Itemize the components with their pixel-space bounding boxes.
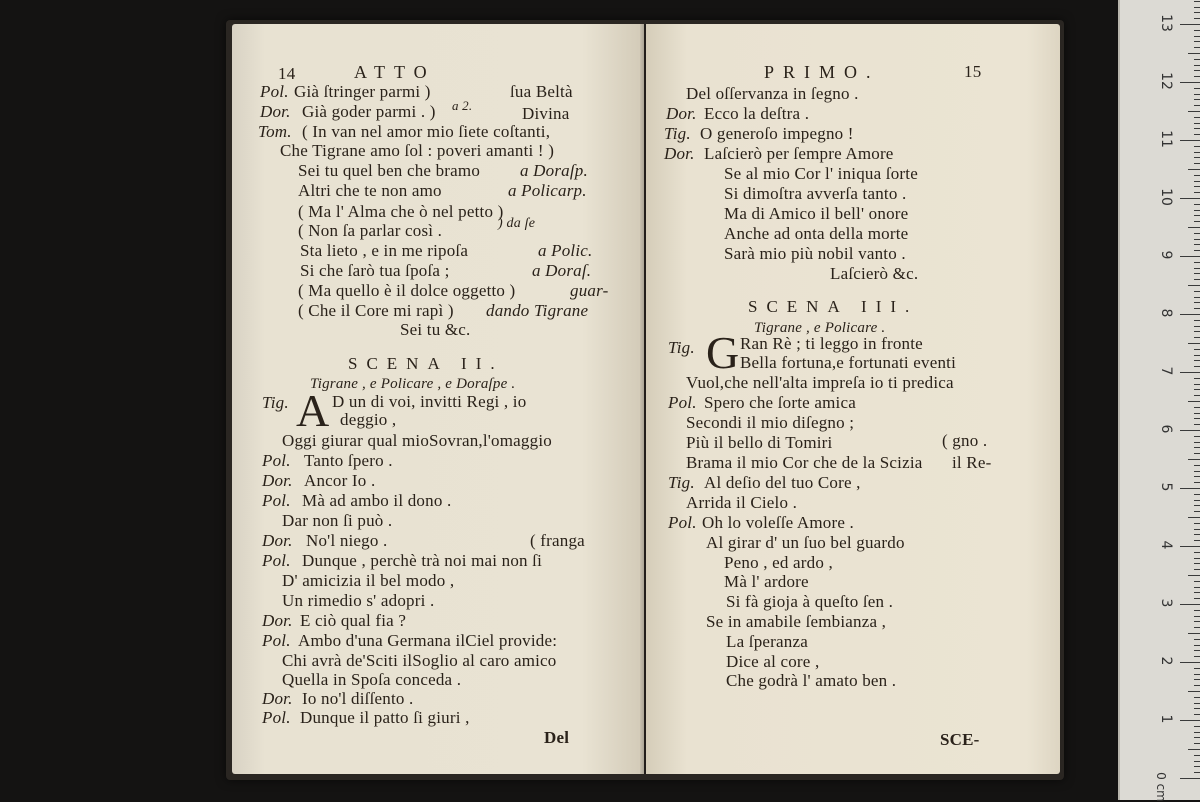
ruler-tick bbox=[1194, 587, 1200, 588]
ruler-tick bbox=[1188, 401, 1200, 402]
text-line: Sei tu &c. bbox=[400, 320, 471, 339]
a-due-marker: a 2. bbox=[452, 98, 473, 113]
ruler-tick bbox=[1194, 355, 1200, 356]
drop-cap: G bbox=[706, 327, 740, 378]
ruler-tick bbox=[1194, 418, 1200, 419]
text-line: O generoſo impegno ! bbox=[700, 124, 854, 143]
ruler-tick bbox=[1194, 250, 1200, 251]
ruler-tick bbox=[1194, 65, 1200, 66]
text-line: D un di voi, invitti Regi , io bbox=[332, 392, 527, 411]
ruler-tick bbox=[1194, 146, 1200, 147]
ruler-tick bbox=[1194, 592, 1200, 593]
ruler-tick bbox=[1180, 720, 1200, 721]
speaker-label: Pol. bbox=[668, 513, 697, 532]
ruler-tick bbox=[1188, 227, 1200, 228]
ruler-tick bbox=[1194, 117, 1200, 118]
text-line: Ma di Amico il bell' onore bbox=[724, 204, 909, 223]
ruler-tick bbox=[1194, 210, 1200, 211]
ruler-number: 13 bbox=[1158, 14, 1174, 32]
ruler-tick bbox=[1194, 447, 1200, 448]
ruler-tick bbox=[1194, 18, 1200, 19]
stage-direction: a Doraſ. bbox=[532, 261, 592, 280]
measuring-ruler bbox=[1118, 0, 1200, 800]
ruler-unit-label: 0 cm bbox=[1154, 772, 1169, 802]
ruler-tick bbox=[1194, 442, 1200, 443]
text-line: Mà l' ardore bbox=[724, 572, 809, 591]
ruler-tick bbox=[1194, 523, 1200, 524]
speaker-label: Pol. bbox=[262, 551, 291, 570]
speaker-label: Pol. bbox=[262, 708, 291, 727]
speaker-label: Pol. bbox=[668, 393, 697, 412]
text-line: E ciò qual fia ? bbox=[300, 611, 407, 630]
ruler-tick bbox=[1188, 575, 1200, 576]
ruler-tick bbox=[1194, 123, 1200, 124]
ruler-tick bbox=[1180, 778, 1200, 779]
text-line: Quella in Spoſa conceda . bbox=[282, 670, 462, 689]
ruler-tick bbox=[1194, 157, 1200, 158]
ruler-tick bbox=[1180, 372, 1200, 373]
ruler-tick bbox=[1194, 262, 1200, 263]
ruler-tick bbox=[1194, 453, 1200, 454]
ruler-tick bbox=[1194, 708, 1200, 709]
ruler-tick bbox=[1194, 308, 1200, 309]
ruler-tick bbox=[1194, 772, 1200, 773]
text-line: Mà ad ambo il dono . bbox=[302, 491, 452, 510]
text-line-right: ſua Beltà bbox=[510, 82, 573, 101]
ruler-tick bbox=[1180, 662, 1200, 663]
ruler-number: 6 bbox=[1158, 424, 1174, 434]
ruler-tick bbox=[1180, 24, 1200, 25]
catchword: SCE- bbox=[940, 730, 980, 749]
ruler-tick bbox=[1194, 529, 1200, 530]
ruler-tick bbox=[1194, 175, 1200, 176]
scene-characters: Tigrane , e Policare , e Doraſpe . bbox=[310, 376, 516, 392]
running-header: PRIMO. bbox=[764, 62, 880, 82]
speaker-label: Dor. bbox=[666, 104, 697, 123]
ruler-tick bbox=[1194, 639, 1200, 640]
text-line: Se al mio Cor l' iniqua ſorte bbox=[724, 164, 918, 183]
text-line: Che Tigrane amo ſol : poveri amanti ! ) bbox=[280, 141, 555, 160]
text-line: Vuol,che nell'alta impreſa io ti predica bbox=[686, 373, 954, 392]
ruler-tick bbox=[1180, 546, 1200, 547]
text-line: Altri che te non amo bbox=[298, 181, 442, 200]
text-line: Io no'l diſſento . bbox=[302, 689, 414, 708]
speaker-label: Dor. bbox=[664, 144, 695, 163]
ruler-tick bbox=[1194, 30, 1200, 31]
ruler-number: 4 bbox=[1158, 540, 1174, 550]
ruler-tick bbox=[1180, 604, 1200, 605]
text-line: ( In van nel amor mio ſiete coſtanti, bbox=[302, 122, 551, 141]
ruler-number: 10 bbox=[1158, 188, 1174, 206]
stage-direction: a Doraſp. bbox=[520, 161, 588, 180]
ruler-tick bbox=[1194, 413, 1200, 414]
ruler-tick bbox=[1194, 326, 1200, 327]
ruler-tick bbox=[1194, 616, 1200, 617]
ruler-tick bbox=[1194, 668, 1200, 669]
stage-direction: a Policarp. bbox=[508, 181, 587, 200]
text-line: Del oſſervanza in ſegno . bbox=[686, 84, 859, 103]
ruler-tick bbox=[1194, 204, 1200, 205]
text-line: Laſcierò per ſempre Amore bbox=[704, 144, 894, 163]
ruler-tick bbox=[1194, 436, 1200, 437]
text-line: Più il bello di Tomiri bbox=[686, 433, 833, 452]
text-line: ( Non ſa parlar così . bbox=[298, 221, 443, 240]
ruler-tick bbox=[1194, 743, 1200, 744]
text-line: Laſcierò &c. bbox=[830, 264, 919, 283]
ruler-tick bbox=[1194, 268, 1200, 269]
ruler-tick bbox=[1194, 471, 1200, 472]
ruler-tick bbox=[1194, 407, 1200, 408]
ruler-number: 3 bbox=[1158, 598, 1174, 608]
page-number: 15 bbox=[964, 62, 982, 81]
stage-direction: a Polic. bbox=[538, 241, 593, 260]
ruler-tick bbox=[1194, 152, 1200, 153]
ruler-tick bbox=[1188, 169, 1200, 170]
ruler-tick bbox=[1194, 70, 1200, 71]
catchword: Del bbox=[544, 728, 570, 747]
ruler-tick bbox=[1194, 627, 1200, 628]
ruler-tick bbox=[1194, 1, 1200, 2]
ruler-number: 1 bbox=[1158, 714, 1174, 724]
ruler-tick bbox=[1194, 494, 1200, 495]
running-header: ATTO bbox=[354, 62, 436, 82]
speaker-label: Pol. bbox=[260, 82, 289, 101]
text-line: Si fà gioja à queſto ſen . bbox=[726, 592, 894, 611]
ruler-tick bbox=[1180, 198, 1200, 199]
ruler-tick bbox=[1188, 517, 1200, 518]
ruler-tick bbox=[1194, 755, 1200, 756]
ruler-number: 11 bbox=[1158, 130, 1174, 148]
ruler-tick bbox=[1194, 99, 1200, 100]
speaker-label: Tig. bbox=[668, 338, 695, 357]
text-line: Se in amabile ſembianza , bbox=[706, 612, 887, 631]
ruler-tick bbox=[1194, 500, 1200, 501]
ruler-number: 2 bbox=[1158, 656, 1174, 666]
ruler-tick bbox=[1194, 674, 1200, 675]
ruler-tick bbox=[1194, 360, 1200, 361]
ruler-tick bbox=[1194, 482, 1200, 483]
stage-direction: ) da ſe bbox=[498, 216, 536, 231]
text-line-right: Divina bbox=[522, 104, 570, 123]
ruler-tick bbox=[1194, 349, 1200, 350]
ruler-tick bbox=[1194, 703, 1200, 704]
ruler-tick bbox=[1194, 465, 1200, 466]
speaker-label: Tig. bbox=[262, 393, 289, 412]
ruler-tick bbox=[1194, 621, 1200, 622]
ruler-tick bbox=[1194, 163, 1200, 164]
ruler-tick bbox=[1194, 337, 1200, 338]
ruler-tick bbox=[1188, 633, 1200, 634]
text-line: Che godrà l' amato ben . bbox=[726, 671, 897, 690]
ruler-tick bbox=[1194, 134, 1200, 135]
ruler-tick bbox=[1194, 540, 1200, 541]
text-line: Già goder parmi . ) bbox=[302, 102, 436, 121]
ruler-tick bbox=[1194, 105, 1200, 106]
ruler-tick bbox=[1194, 476, 1200, 477]
ruler-tick bbox=[1194, 378, 1200, 379]
text-line: Spero che ſorte amica bbox=[704, 393, 856, 412]
ruler-tick bbox=[1180, 256, 1200, 257]
ruler-tick bbox=[1194, 505, 1200, 506]
ruler-tick bbox=[1194, 424, 1200, 425]
ruler-tick bbox=[1194, 726, 1200, 727]
ruler-tick bbox=[1194, 395, 1200, 396]
text-line: Dar non ſi può . bbox=[282, 511, 393, 530]
ruler-number: 5 bbox=[1158, 482, 1174, 492]
text-line: Sarà mio più nobil vanto . bbox=[724, 244, 906, 263]
ruler-tick bbox=[1188, 343, 1200, 344]
text-line: Ambo d'una Germana ilCiel provide: bbox=[298, 631, 558, 650]
text-line: Oggi giurar qual mioSovran,l'omaggio bbox=[282, 431, 552, 450]
ruler-tick bbox=[1194, 279, 1200, 280]
text-line: Anche ad onta della morte bbox=[724, 224, 909, 243]
ruler-tick bbox=[1194, 244, 1200, 245]
text-line: deggio , bbox=[340, 410, 397, 429]
ruler-tick bbox=[1194, 186, 1200, 187]
text-line: ( Che il Core mi rapì ) bbox=[298, 301, 454, 320]
text-line: Sta lieto , e in me ripoſa bbox=[300, 241, 469, 260]
ruler-tick bbox=[1194, 12, 1200, 13]
ruler-tick bbox=[1194, 41, 1200, 42]
ruler-tick bbox=[1188, 691, 1200, 692]
ruler-tick bbox=[1194, 656, 1200, 657]
ruler-tick bbox=[1194, 534, 1200, 535]
ruler-tick bbox=[1194, 732, 1200, 733]
text-line: Arrida il Cielo . bbox=[686, 493, 798, 512]
text-line: Oh lo voleſſe Amore . bbox=[702, 513, 854, 532]
text-line: Ecco la deſtra . bbox=[704, 104, 810, 123]
ruler-tick bbox=[1194, 128, 1200, 129]
speaker-label: Dor. bbox=[260, 102, 291, 121]
speaker-label: Pol. bbox=[262, 491, 291, 510]
ruler-tick bbox=[1194, 610, 1200, 611]
ruler-tick bbox=[1194, 215, 1200, 216]
text-line: ( Ma l' Alma che ò nel petto ) bbox=[298, 202, 504, 221]
text-line: Dice al core , bbox=[726, 652, 820, 671]
text-line: Peno , ed ardo , bbox=[724, 553, 833, 572]
ruler-number: 7 bbox=[1158, 366, 1174, 376]
ruler-tick bbox=[1188, 459, 1200, 460]
speaker-label: Dor. bbox=[262, 471, 293, 490]
ruler-tick bbox=[1194, 233, 1200, 234]
text-line: Chi avrà de'Sciti ilSoglio al caro amico bbox=[282, 651, 557, 670]
ruler-tick bbox=[1194, 302, 1200, 303]
ruler-tick bbox=[1180, 314, 1200, 315]
ruler-tick bbox=[1194, 366, 1200, 367]
ruler-tick bbox=[1188, 111, 1200, 112]
scene-characters: Tigrane , e Policare . bbox=[754, 320, 886, 336]
ruler-tick bbox=[1180, 140, 1200, 141]
ruler-tick bbox=[1194, 645, 1200, 646]
ruler-tick bbox=[1194, 7, 1200, 8]
ruler-tick bbox=[1194, 192, 1200, 193]
ruler-tick bbox=[1194, 88, 1200, 89]
text-line: Ran Rè ; ti leggo in fronte bbox=[740, 334, 923, 353]
ruler-tick bbox=[1194, 181, 1200, 182]
text-line: ( Ma quello è il dolce oggetto ) bbox=[298, 281, 516, 300]
text-line: Dunque , perchè trà noi mai non ſi bbox=[302, 551, 543, 570]
ruler-tick bbox=[1188, 749, 1200, 750]
ruler-number: 8 bbox=[1158, 308, 1174, 318]
ruler-tick bbox=[1194, 581, 1200, 582]
speaker-label: Dor. bbox=[262, 531, 293, 550]
ruler-number: 12 bbox=[1158, 72, 1174, 90]
ruler-tick bbox=[1194, 558, 1200, 559]
speaker-label: Pol. bbox=[262, 631, 291, 650]
ruler-tick bbox=[1180, 82, 1200, 83]
text-line: D' amicizia il bel modo , bbox=[282, 571, 455, 590]
ruler-tick bbox=[1194, 389, 1200, 390]
text-line-right: ( franga bbox=[530, 531, 585, 550]
text-line: Secondi il mio diſegno ; bbox=[686, 413, 855, 432]
text-line: La ſperanza bbox=[726, 632, 808, 651]
ruler-tick bbox=[1180, 430, 1200, 431]
ruler-tick bbox=[1194, 291, 1200, 292]
ruler-tick bbox=[1194, 384, 1200, 385]
speaker-label: Tig. bbox=[664, 124, 691, 143]
ruler-tick bbox=[1194, 598, 1200, 599]
stage-direction: dando Tigrane bbox=[486, 301, 589, 320]
speaker-label: Tig. bbox=[668, 473, 695, 492]
text-line: Un rimedio s' adopri . bbox=[282, 591, 435, 610]
text-line: Al deſio del tuo Core , bbox=[704, 473, 861, 492]
ruler-tick bbox=[1194, 320, 1200, 321]
text-line-right: ( gno . bbox=[942, 431, 988, 450]
right-page bbox=[646, 24, 1060, 774]
text-line: Si che ſarò tua ſpoſa ; bbox=[300, 261, 450, 280]
ruler-tick bbox=[1194, 650, 1200, 651]
ruler-tick bbox=[1194, 59, 1200, 60]
ruler-tick bbox=[1194, 569, 1200, 570]
ruler-tick bbox=[1194, 697, 1200, 698]
speaker-label: Dor. bbox=[262, 611, 293, 630]
ruler-tick bbox=[1194, 552, 1200, 553]
ruler-tick bbox=[1194, 761, 1200, 762]
ruler-tick bbox=[1194, 239, 1200, 240]
text-line: Ancor Io . bbox=[304, 471, 376, 490]
text-line: Al girar d' un ſuo bel guardo bbox=[706, 533, 905, 552]
text-line: Già ſtringer parmi ) bbox=[294, 82, 431, 101]
ruler-number: 9 bbox=[1158, 250, 1174, 260]
speaker-label: Pol. bbox=[262, 451, 291, 470]
ruler-tick bbox=[1194, 47, 1200, 48]
stage-direction: guar- bbox=[570, 281, 609, 300]
speaker-label: Dor. bbox=[262, 689, 293, 708]
text-line: No'l niego . bbox=[306, 531, 388, 550]
ruler-tick bbox=[1194, 563, 1200, 564]
ruler-tick bbox=[1194, 331, 1200, 332]
ruler-tick bbox=[1194, 685, 1200, 686]
ruler-tick bbox=[1194, 36, 1200, 37]
ruler-tick bbox=[1194, 221, 1200, 222]
ruler-tick bbox=[1194, 273, 1200, 274]
text-line: Bella fortuna,e fortunati eventi bbox=[740, 353, 956, 372]
ruler-tick bbox=[1194, 94, 1200, 95]
text-line: Si dimoſtra avverſa tanto . bbox=[724, 184, 907, 203]
ruler-tick bbox=[1194, 297, 1200, 298]
ruler-tick bbox=[1188, 53, 1200, 54]
ruler-tick bbox=[1194, 714, 1200, 715]
ruler-tick bbox=[1194, 766, 1200, 767]
text-line: Sei tu quel ben che bramo bbox=[298, 161, 481, 180]
page-number: 14 bbox=[278, 64, 296, 83]
ruler-tick bbox=[1188, 285, 1200, 286]
ruler-tick bbox=[1194, 511, 1200, 512]
scene-heading: SCENA II. bbox=[348, 354, 504, 373]
scene-heading: SCENA III. bbox=[748, 297, 919, 316]
text-line: Dunque il patto ſi giuri , bbox=[300, 708, 470, 727]
drop-cap: A bbox=[296, 385, 330, 436]
ruler-tick bbox=[1194, 737, 1200, 738]
text-line-right: il Re- bbox=[952, 453, 992, 472]
text-line: Tanto ſpero . bbox=[304, 451, 393, 470]
text-line: Brama il mio Cor che de la Scizia bbox=[686, 453, 923, 472]
left-page bbox=[232, 24, 644, 774]
ruler-tick bbox=[1180, 488, 1200, 489]
ruler-tick bbox=[1194, 76, 1200, 77]
ruler-tick bbox=[1194, 679, 1200, 680]
speaker-label: Tom. bbox=[258, 122, 292, 141]
